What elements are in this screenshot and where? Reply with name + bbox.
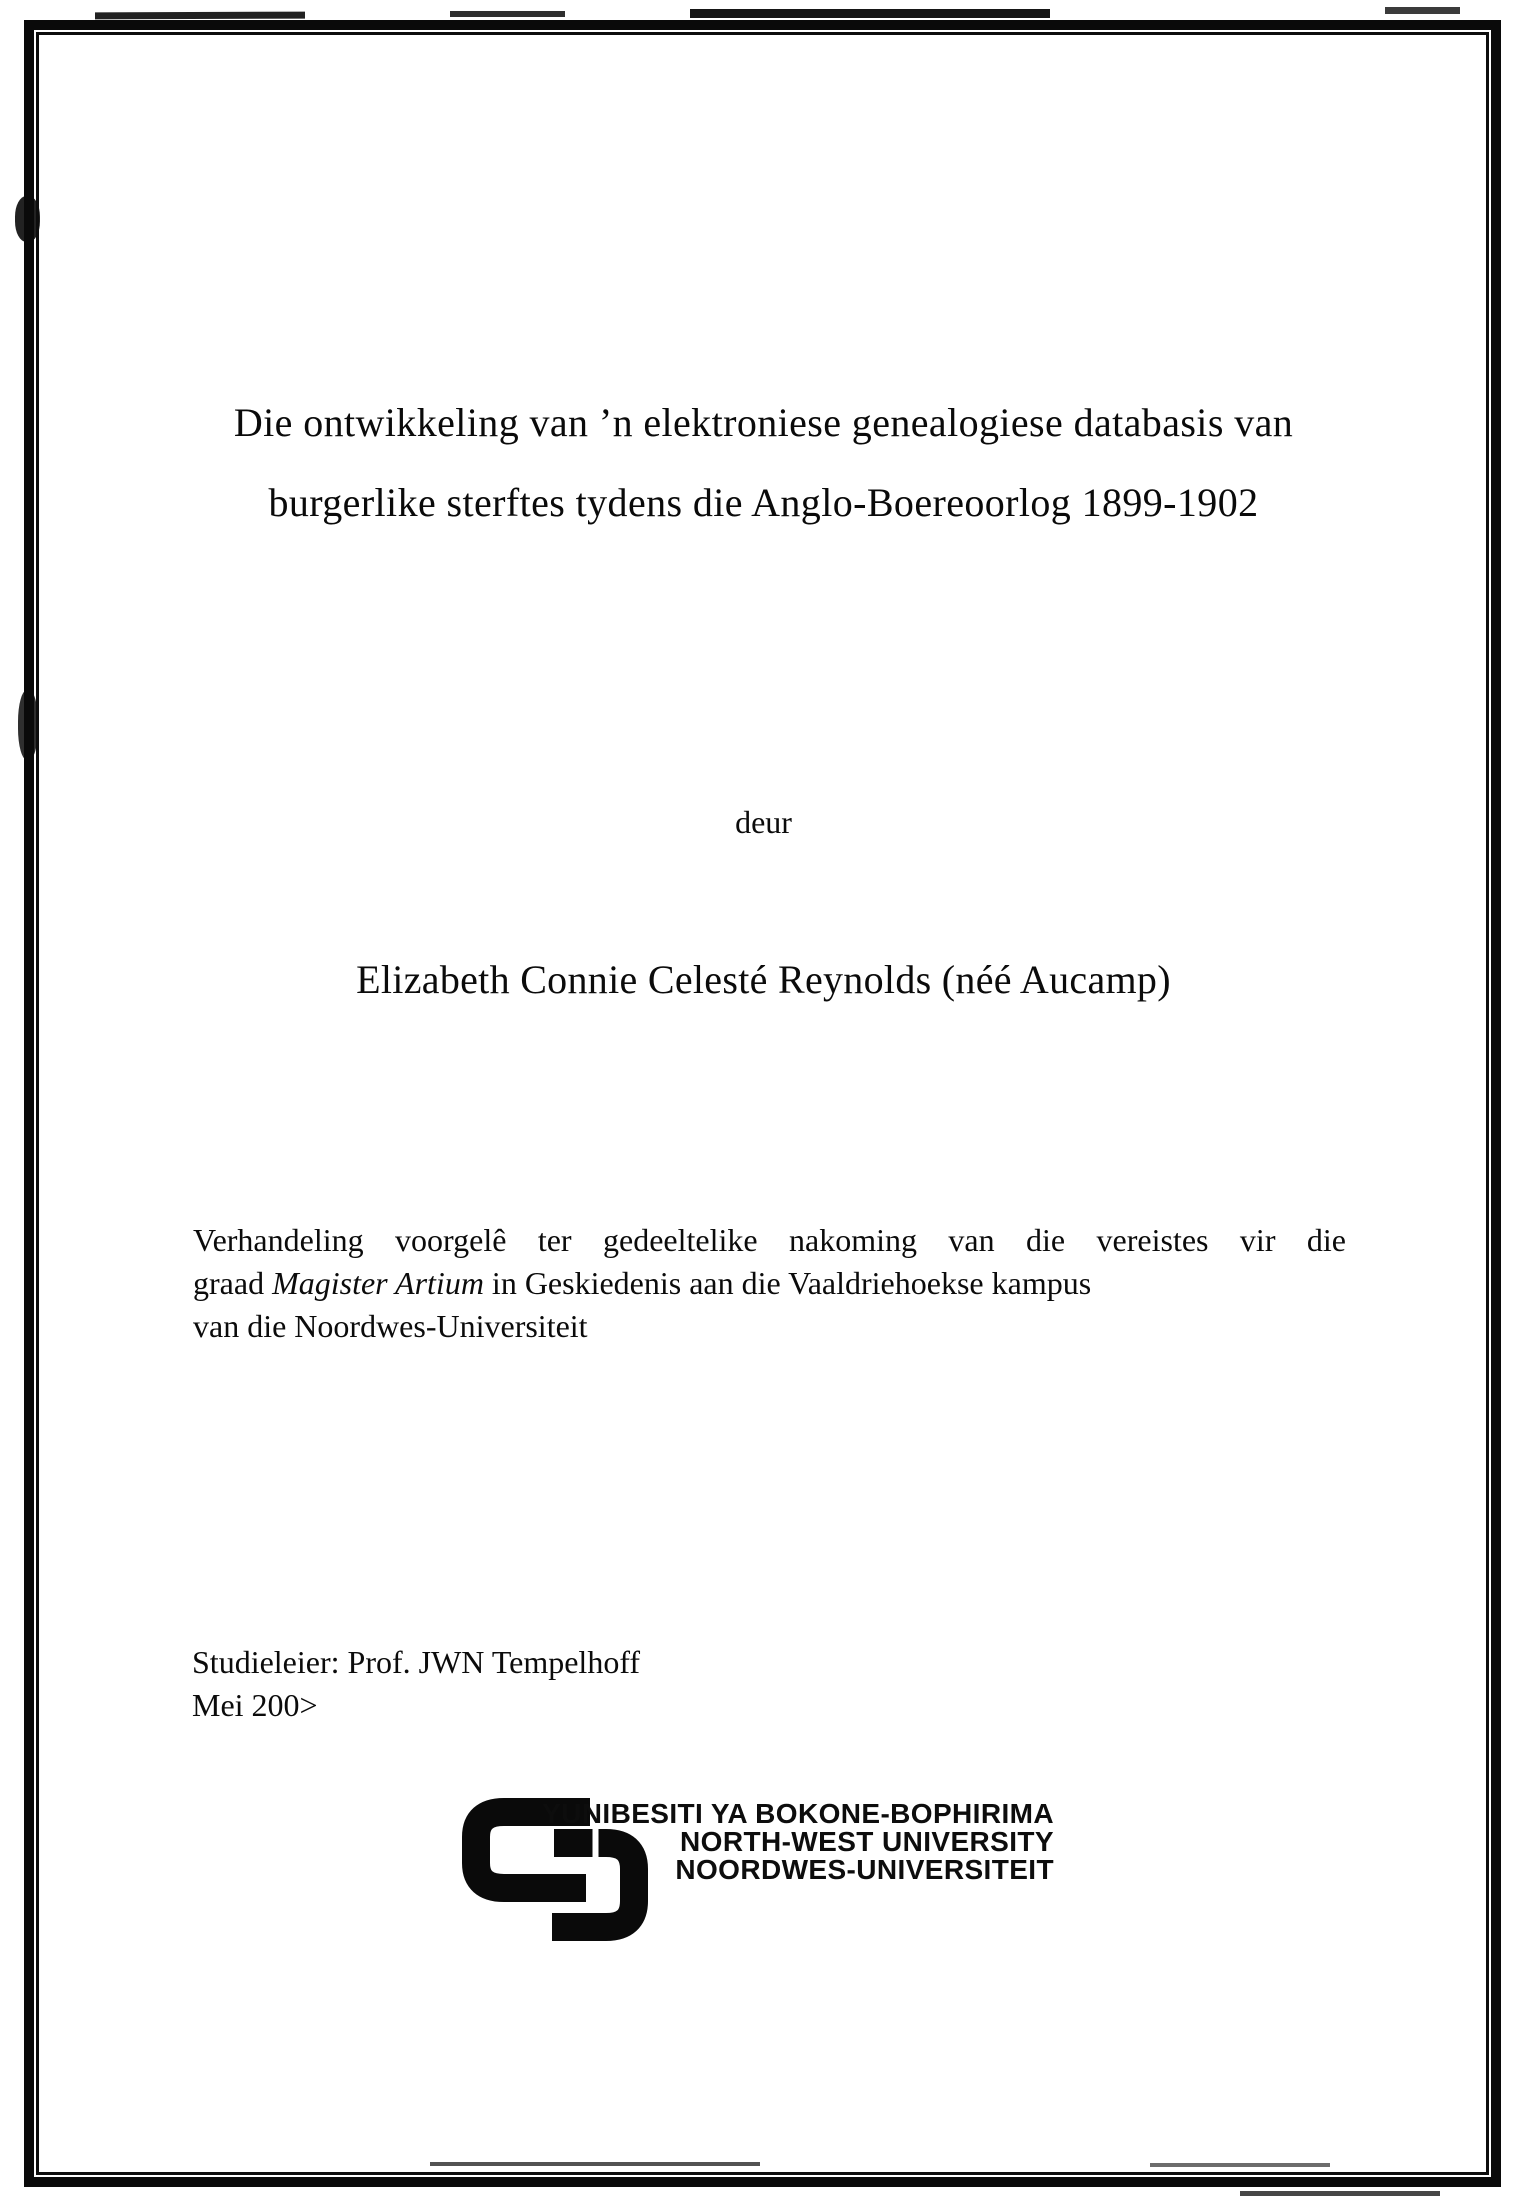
degree-statement-line-2: graad Magister Artium in Geskiedenis aan die Vaaldriehoekse kampus xyxy=(193,1265,1092,1301)
university-name-english: NORTH-WEST UNIVERSITY xyxy=(680,1826,1054,1857)
byline-label: deur xyxy=(735,804,792,840)
scan-artifact xyxy=(1240,2191,1440,2196)
scan-artifact xyxy=(450,11,565,17)
thesis-title-line-2: burgerlike sterftes tydens die Anglo-Boereoorlog 1899-1902 xyxy=(268,480,1259,525)
degree-statement-line-3: van die Noordwes-Universiteit xyxy=(193,1308,588,1344)
scan-artifact xyxy=(95,12,305,20)
degree-statement-line-1: Verhandeling voorgelê ter gedeeltelike nakoming van die vereistes vir die xyxy=(193,1222,1346,1258)
university-name-afrikaans: NOORDWES-UNIVERSITEIT xyxy=(675,1854,1054,1885)
date-line: Mei 200> xyxy=(192,1687,318,1723)
thesis-title-line-1: Die ontwikkeling van ’n elektroniese genealogiese databasis van xyxy=(233,400,1294,445)
university-logo-text xyxy=(542,1800,1054,1884)
supervisor-block xyxy=(192,1641,640,1727)
university-name-setswana: YUNIBESITI YA BOKONE-BOPHIRIMA xyxy=(542,1798,1054,1829)
supervisor-line: Studieleier: Prof. JWN Tempelhoff xyxy=(192,1644,641,1680)
degree-statement xyxy=(193,1219,1346,1348)
scan-artifact xyxy=(690,9,1050,18)
author-name: Elizabeth Connie Celesté Reynolds (néé Aucamp) xyxy=(356,957,1171,1002)
scan-artifact xyxy=(1385,7,1460,14)
degree-name-italic: Magister Artium xyxy=(272,1265,484,1301)
